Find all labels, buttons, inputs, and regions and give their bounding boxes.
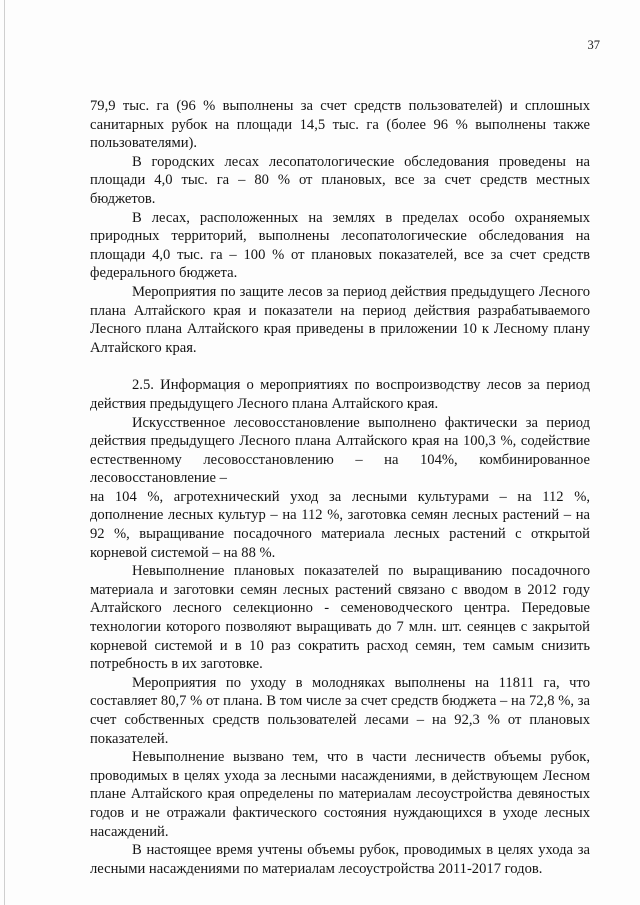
- paragraph-continuation: 79,9 тыс. га (96 % выполнены за счет средств пользователей) и сплошных санитарных рубок на площади 14,5 тыс. га (более 96 % выполнены также пользователями).: [90, 98, 590, 152]
- paragraph-reforestation-continued: на 104 %, агротехнический уход за лесными культурами – на 112 %, дополнение лесных культур – на 112 %, заготовка семян лесных растений – на 92 %, выращивание посадочного материала лесных растений с открытой корневой системой – на 88 %.: [90, 488, 590, 561]
- paragraph-urban-forests: В городских лесах лесопатологические обследования проведены на площади 4,0 тыс. га – 80 % от плановых, все за счет средств местных бюджетов.: [90, 153, 590, 207]
- paragraph-seedling-shortfall: Невыполнение плановых показателей по выращиванию посадочного материала и заготовки семян лесных растений связано с вводом в 2012 году Алтайского лесного селекционно - семеноводческого центра. Передовые технологии которого позволяют выращивать до 7 млн. шт. сеянцев с закрытой корневой системой и в 10 раз сократить расход семян, тем самым снизить потребность в их заготовке.: [90, 563, 590, 673]
- paragraph-protection-measures: Мероприятия по защите лесов за период действия предыдущего Лесного плана Алтайского края и показатели на период действия разрабатываемого Лесного плана Алтайского края приведены в приложении 10 к Лесному плану Алтайского края.: [90, 283, 590, 356]
- section-heading-2-5: 2.5. Информация о мероприятиях по воспроизводству лесов за период действия предыдущего Лесного плана Алтайского края.: [90, 377, 590, 412]
- scan-edge-line: [4, 0, 5, 905]
- paragraph-shortfall-reasons: Невыполнение вызвано тем, что в части лесничеств объемы рубок, проводимых в целях ухода за лесными насаждениями, в действующем Лесном плане Алтайского края определены по материалам лесоустройства девяностых годов и не отражали фактического состояния нуждающихся в уходе лесных насаждений.: [90, 749, 590, 840]
- page-number: 37: [587, 38, 600, 52]
- paragraph-protected-areas: В лесах, расположенных на землях в пределах особо охраняемых природных территорий, выполнены лесопатологические обследования на площади 4,0 тыс. га – 100 % от плановых показателей, все за счет средств федерального бюджета.: [90, 209, 590, 282]
- paragraph-young-stand-care: Мероприятия по уходу в молодняках выполнены на 11811 га, что составляет 80,7 % от плана. В том числе за счет средств бюджета – на 72,8 %, за счет собственных средств пользователей лесами – на 92,3 % от плановых показателей.: [90, 674, 590, 747]
- paragraph-reforestation: Искусственное лесовосстановление выполнено фактически за период действия предыдущего Лесного плана Алтайского края на 100,3 %, содействие естественному лесовосстановлению – на 104%, комбинированное лесовосстановление –: [90, 414, 590, 487]
- paragraph-current-volumes: В настоящее время учтены объемы рубок, проводимых в целях ухода за лесными насаждениями по материалам лесоустройства 2011-2017 годов.: [90, 842, 590, 877]
- document-body: [90, 97, 590, 878]
